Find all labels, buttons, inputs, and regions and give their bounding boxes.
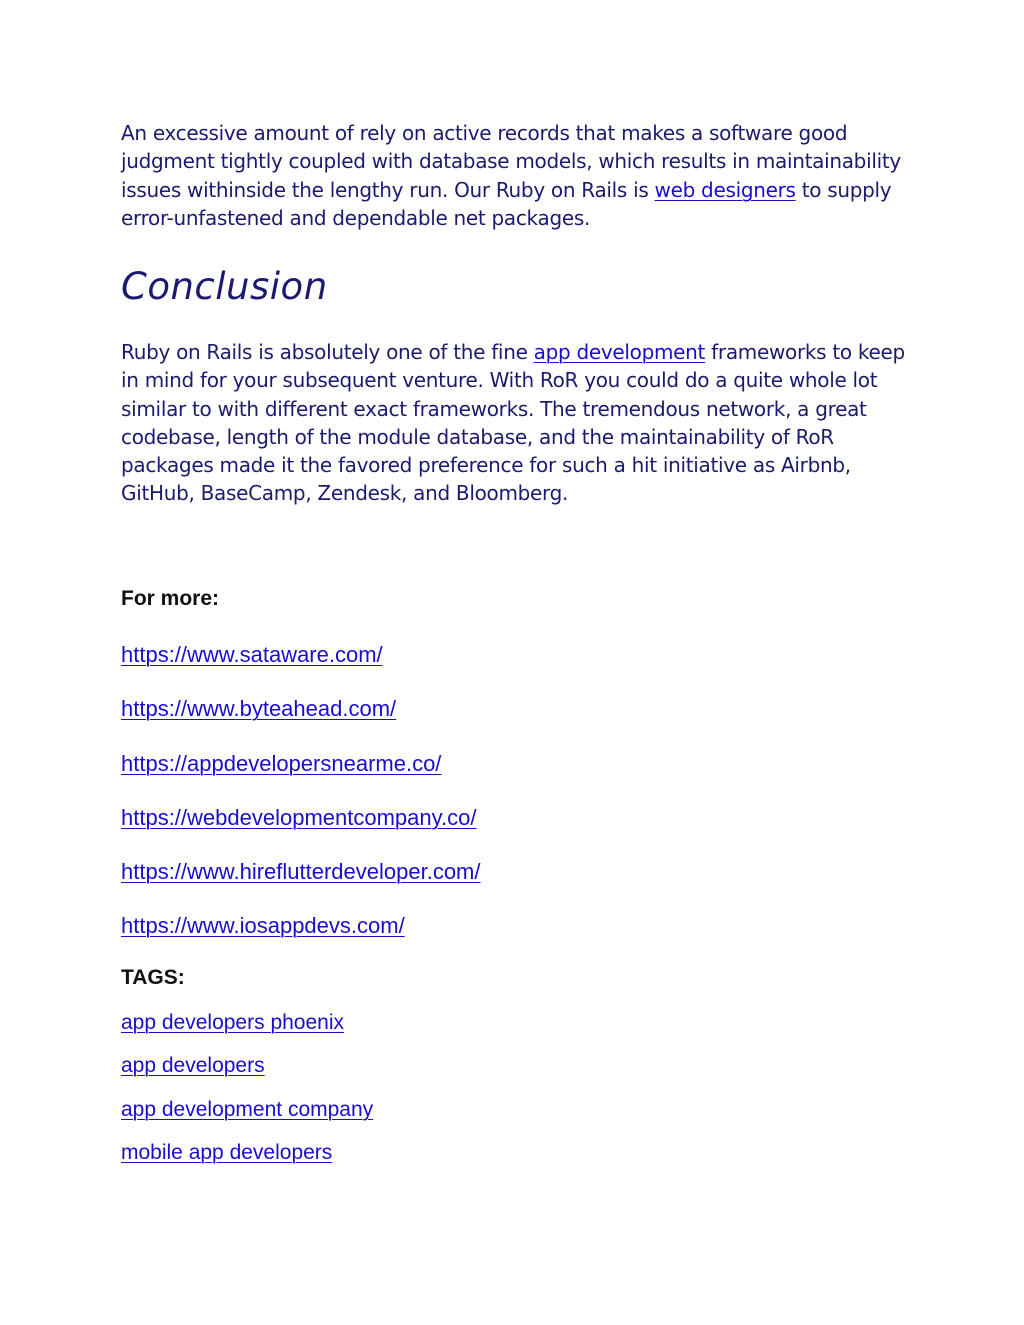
intro-text-start: An excessive amount of rely on active records that makes a software good judgment tightly coupled with database models, which results in maintainability issues withinside the lengthy run. Our Ruby on Rails is (121, 121, 901, 202)
list-item (121, 912, 481, 966)
for-more-label: For more: (121, 587, 220, 610)
intro-text-end: to supply error-unfastened and dependable net packages. (121, 177, 892, 230)
list-item (121, 1009, 373, 1052)
appdevelopersnearme-link[interactable]: https://appdevelopersnearme.co/ (121, 750, 442, 776)
webdevelopmentcompany-link[interactable]: https://webdevelopmentcompany.co/ (121, 804, 477, 830)
list-item (121, 1052, 373, 1095)
tags-list (121, 1009, 373, 1182)
web-designers-link[interactable]: web designers (654, 177, 796, 202)
byteahead-link[interactable]: https://www.byteahead.com/ (121, 696, 397, 722)
list-item (121, 695, 481, 749)
tag-app-developers-phoenix[interactable]: app developers phoenix (121, 1011, 345, 1034)
list-item (121, 1096, 373, 1139)
tags-label: TAGS: (121, 966, 185, 989)
list-item (121, 750, 481, 804)
for-more-links (121, 641, 481, 967)
conclusion-heading: Conclusion (121, 265, 328, 308)
tag-app-development-company[interactable]: app development company (121, 1097, 374, 1121)
sataware-link[interactable]: https://www.sataware.com/ (121, 642, 383, 667)
conclusion-text-end: frameworks to keep in mind for your subsequent venture. With RoR you could do a quite whole lot similar to with different exact frameworks. The tremendous network, a great codebase, length of the module database, and the maintainability of RoR packages made it the favored preference for such a hit initiative as Airbnb, GitHub, BaseCamp, Zendesk, and Bloomberg. (121, 340, 905, 506)
app-development-link[interactable]: app development (533, 340, 706, 364)
tag-app-developers[interactable]: app developers (121, 1054, 265, 1078)
list-item (121, 804, 481, 858)
conclusion-text-start: Ruby on Rails is absolutely one of the fine (121, 340, 534, 364)
hireflutterdeveloper-link[interactable]: https://www.hireflutterdeveloper.com/ (121, 859, 481, 885)
conclusion-paragraph (121, 338, 921, 508)
list-item (121, 1139, 373, 1182)
intro-paragraph (121, 119, 921, 232)
tag-mobile-app-developers[interactable]: mobile app developers (121, 1140, 333, 1164)
list-item (121, 858, 481, 912)
list-item (121, 641, 481, 695)
iosappdevs-link[interactable]: https://www.iosappdevs.com/ (121, 913, 405, 939)
